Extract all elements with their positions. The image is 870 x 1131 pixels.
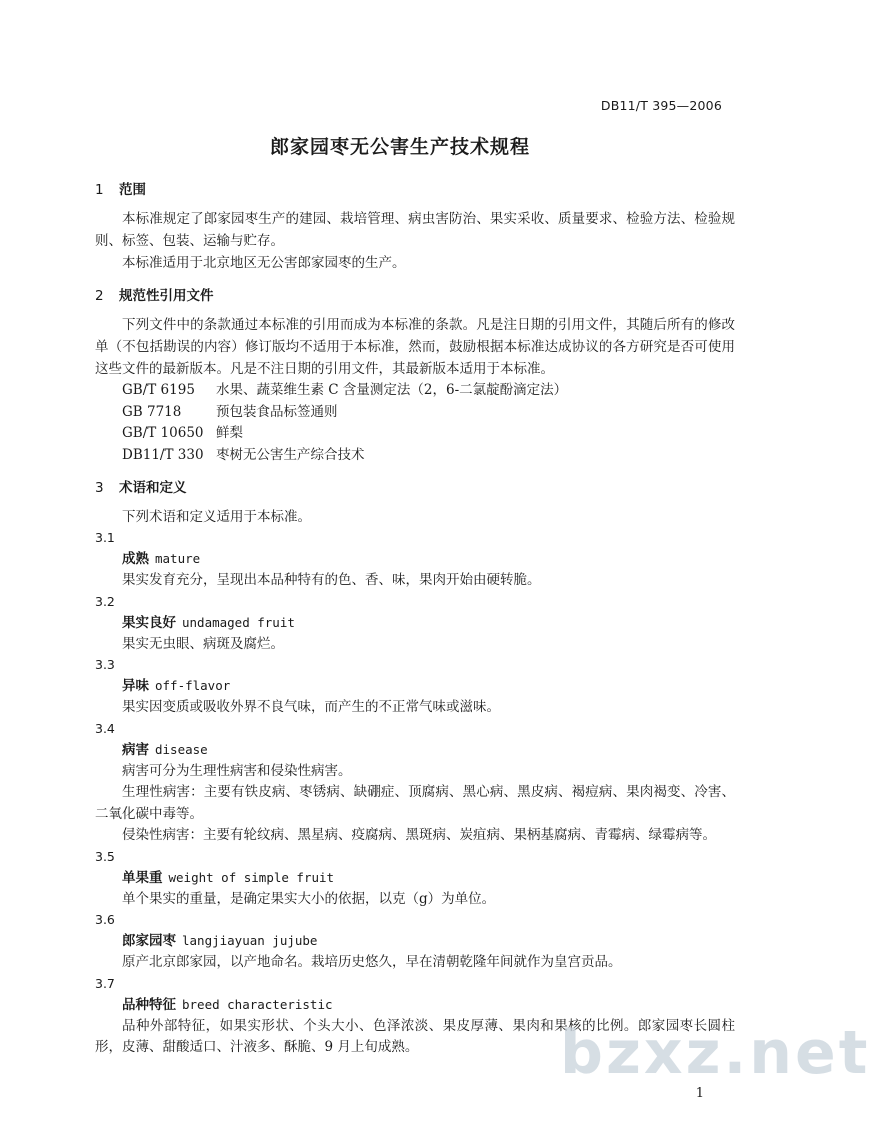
paragraph: 下列术语和定义适用于本标准。 — [122, 509, 311, 525]
document-body — [95, 178, 735, 1059]
term-definition: 生理性病害：主要有铁皮病、枣锈病、缺硼症、顶腐病、黑心病、黑皮病、褐痘病、果肉褐变、冷害、二氧化碳中毒等。 — [95, 784, 735, 822]
reference-code: GB/T 10650 — [122, 425, 204, 441]
term-name — [95, 612, 735, 634]
term-name-en: breed characteristic — [182, 996, 333, 1012]
section-title: 范围 — [119, 182, 146, 198]
section-heading-normative-references — [95, 284, 735, 308]
term-name-zh: 异味 — [122, 678, 149, 694]
term-name — [95, 548, 735, 570]
section-number: 3 — [95, 480, 104, 496]
watermark: bzxz.net — [560, 1018, 870, 1088]
document-title: 郎家园枣无公害生产技术规程 — [269, 136, 530, 158]
paragraph: 本标准适用于北京地区无公害郎家园枣的生产。 — [122, 255, 406, 271]
section-heading-terms-definitions — [95, 476, 735, 500]
section-heading-scope — [95, 178, 735, 202]
term-number: 3.4 — [95, 720, 115, 736]
section-title: 规范性引用文件 — [119, 288, 214, 304]
term-name — [95, 994, 735, 1016]
term-name-en: off-flavor — [155, 678, 231, 693]
document-code: DB11/T 395—2006 — [600, 98, 722, 113]
reference-item — [95, 445, 735, 467]
term-name — [95, 867, 735, 889]
term-number: 3.5 — [95, 848, 115, 864]
section-number: 2 — [95, 288, 104, 304]
term-name-en: disease — [155, 741, 208, 757]
reference-title: 预包装食品标签通则 — [216, 403, 338, 420]
page-number: 1 — [695, 1086, 704, 1101]
term-name-en: undamaged fruit — [182, 614, 295, 630]
term-name-en: mature — [155, 551, 201, 566]
section-title: 术语和定义 — [119, 480, 187, 496]
term-name-zh: 郎家园枣 — [122, 933, 176, 949]
term-definition: 单个果实的重量，是确定果实大小的依据，以克（g）为单位。 — [122, 890, 496, 907]
reference-title: 鲜梨 — [216, 425, 243, 441]
reference-item — [95, 423, 735, 445]
term-name-en: langjiayuan jujube — [182, 933, 318, 948]
term-name — [95, 675, 735, 697]
reference-list — [95, 380, 735, 466]
term-definition: 原产北京郎家园，以产地命名。栽培历史悠久，早在清朝乾隆年间就作为皇宫贡品。 — [122, 954, 622, 970]
term-number: 3.7 — [95, 975, 115, 991]
term-definition: 病害可分为生理性病害和侵染性病害。 — [122, 762, 352, 779]
term-definition: 果实发育充分，呈现出本品种特有的色、香、味，果肉开始由硬转脆。 — [122, 572, 541, 588]
term-name-zh: 成熟 — [122, 551, 149, 567]
term-name-zh: 单果重 — [122, 869, 163, 886]
reference-item — [95, 402, 735, 424]
term-number: 3.6 — [95, 912, 115, 927]
term-name-zh: 病害 — [122, 741, 149, 758]
term-list — [95, 528, 735, 1059]
term-definition: 品种外部特征，如果实形状、个头大小、色泽浓淡、果皮厚薄、果肉和果核的比例。郎家园枣长圆柱形，皮薄、甜酸适口、汁液多、酥脆、9 月上旬成熟。 — [95, 1017, 735, 1055]
reference-code: GB 7718 — [122, 403, 182, 420]
term-name — [95, 930, 735, 952]
term-name-zh: 品种特征 — [122, 996, 176, 1013]
term-definition: 侵染性病害：主要有轮纹病、黑星病、疫腐病、黑斑病、炭疽病、果柄基腐病、青霉病、绿霉病等。 — [122, 827, 716, 843]
section-number: 1 — [95, 182, 104, 198]
term-name — [95, 739, 735, 761]
term-definition: 果实无虫眼、病斑及腐烂。 — [122, 635, 284, 652]
reference-code: GB/T 6195 — [122, 382, 195, 398]
reference-code: DB11/T 330 — [122, 446, 204, 463]
term-number: 3.1 — [95, 530, 115, 545]
term-number: 3.3 — [95, 657, 115, 672]
paragraph: 下列文件中的条款通过本标准的引用而成为本标准的条款。凡是注日期的引用文件，其随后所有的修改单（不包括勘误的内容）修订版均不适用于本标准，然而，鼓励根据本标准达成协议的各方研究是否可使用这些文件的最新版本。凡是不注日期的引用文件，其最新版本适用于本标准。 — [95, 317, 735, 377]
reference-title: 水果、蔬菜维生素 C 含量测定法（2，6-二氯靛酚滴定法） — [216, 382, 568, 398]
term-name-zh: 果实良好 — [122, 614, 176, 631]
term-number: 3.2 — [95, 593, 115, 609]
paragraph: 本标准规定了郎家园枣生产的建园、栽培管理、病虫害防治、果实采收、质量要求、检验方法、检验规则、标签、包装、运输与贮存。 — [95, 211, 735, 249]
term-name-en: weight of simple fruit — [168, 869, 335, 885]
reference-item — [95, 380, 735, 402]
reference-title: 枣树无公害生产综合技术 — [216, 446, 365, 463]
term-definition: 果实因变质或吸收外界不良气味，而产生的不正常气味或滋味。 — [122, 699, 500, 715]
